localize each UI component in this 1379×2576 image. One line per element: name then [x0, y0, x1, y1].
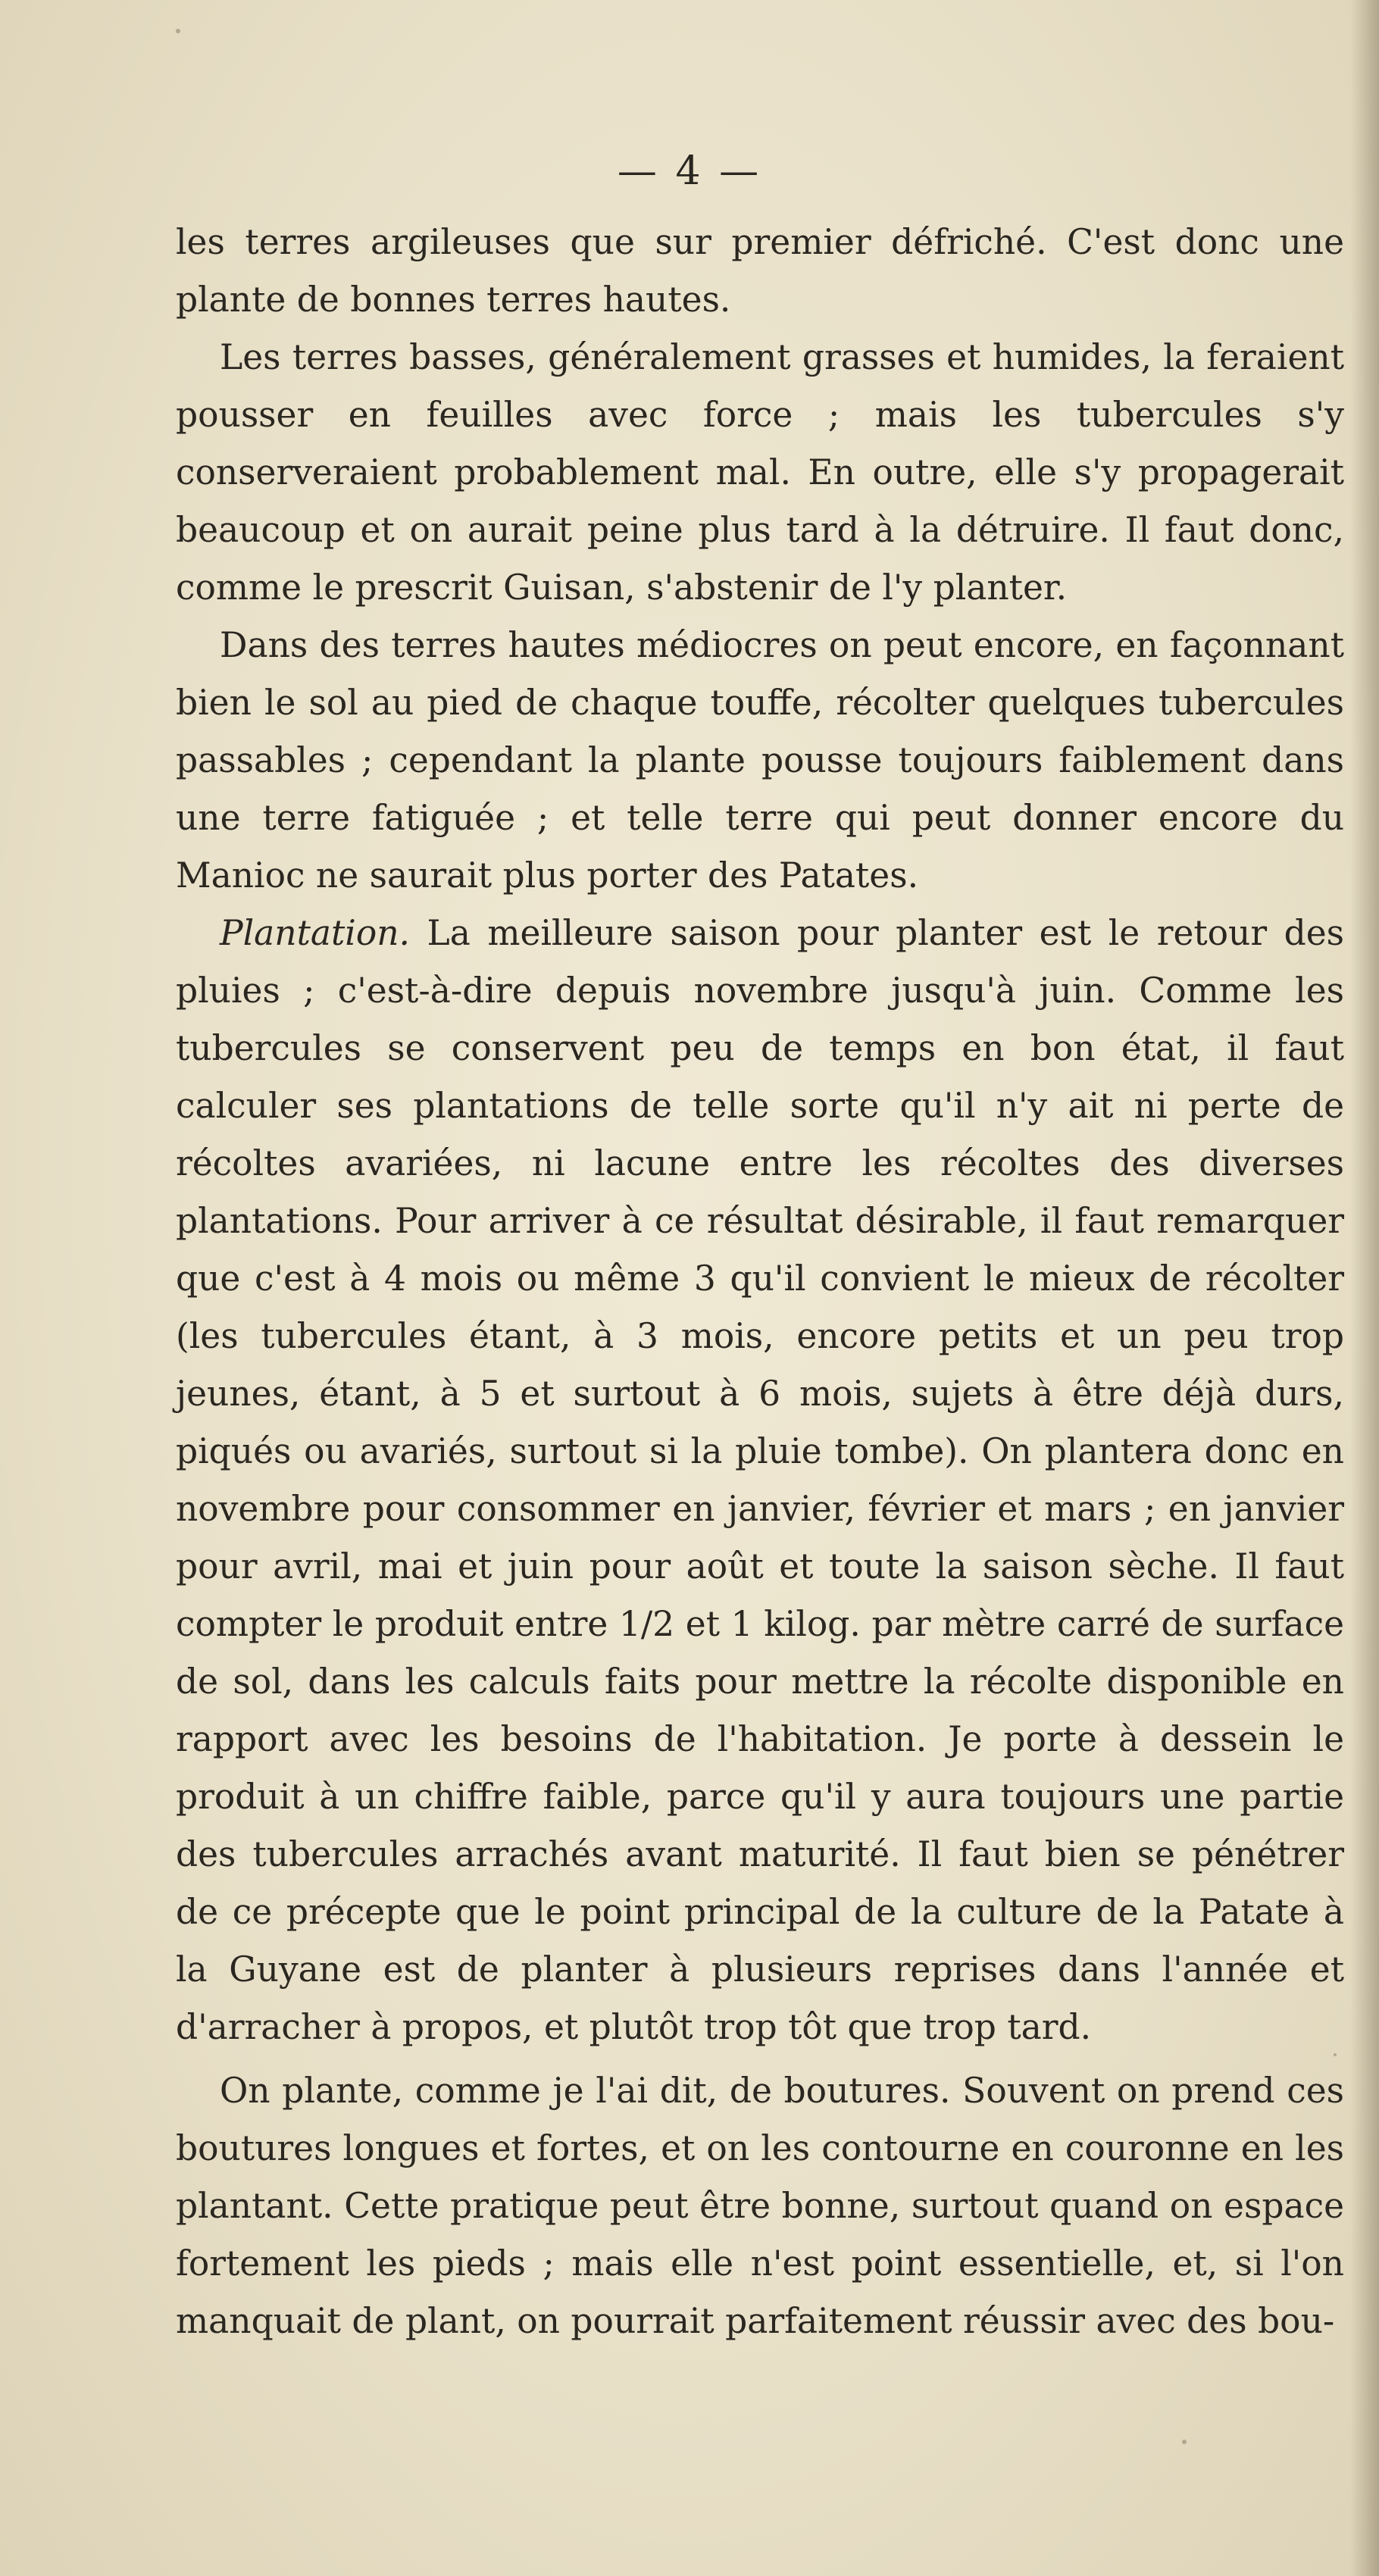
paper-speck: [1334, 2053, 1337, 2056]
paper-speck: [1182, 2440, 1187, 2444]
paragraph-terres-hautes: Dans des terres hautes médiocres on peut encore, en façonnant bien le sol au pied de chaque touffe, récolter quelques tubercules passables ; cependant la plante pousse toujours faiblement dans une terre fatiguée ; et telle terre qui peut donner encore du Manioc ne saurait plus porter des Patates.: [176, 625, 1344, 896]
paragraph-plantation: [176, 905, 1344, 2056]
paragraph-terres-basses: Les terres basses, généralement grasses et humides, la feraient pousser en feuilles avec force ; mais les tubercules s'y conserveraient probablement mal. En outre, elle s'y propagerait beaucoup et on aurait peine plus tard à la détruire. Il faut donc, comme le prescrit Guisan, s'abstenir de l'y planter.: [176, 337, 1344, 608]
page-number: — 4 —: [617, 148, 762, 194]
section-runin-heading: Plantation.: [220, 913, 411, 953]
body-text: [176, 214, 1344, 2350]
paragraph-boutures: On plante, comme je l'ai dit, de boutures. Souvent on prend ces boutures longues et fortes, et on les contourne en couronne en les plantant. Cette pratique peut être bonne, surtout quand on espace fortement les pieds ; mais elle n'est point essentielle, et, si l'on manquait de plant, on pourrait parfaitement réussir avec des bou-: [176, 2071, 1344, 2341]
paragraph-continuation: les terres argileuses que sur premier défriché. C'est donc une plante de bonnes terres hautes.: [176, 222, 1344, 320]
page-edge-shadow: [1350, 0, 1379, 2576]
paper-speck: [176, 29, 180, 33]
paragraph-plantation-text: La meilleure saison pour planter est le retour des pluies ; c'est-à-dire depuis novembre jusqu'à juin. Comme les tubercules se conservent peu de temps en bon état, il faut calculer ses plantations de telle sorte qu'il n'y ait ni perte de récoltes avariées, ni lacune entre les récoltes des diverses plantations. Pour arriver à ce résultat désirable, il faut remarquer que c'est à 4 mois ou même 3 qu'il convient le mieux de récolter (les tubercules étant, à 3 mois, encore petits et un peu trop jeunes, étant, à 5 et surtout à 6 mois, sujets à être déjà durs, piqués ou avariés, surtout si la pluie tombe). On plantera donc en novembre pour consommer en janvier, février et mars ; en janvier pour avril, mai et juin pour août et toute la saison sèche. Il faut compter le produit entre 1/2 et 1 kilog. par mètre carré de surface de sol, dans les calculs faits pour mettre la récolte disponible en rapport avec les besoins de l'habitation. Je porte à dessein le produit à un chiffre faible, parce qu'il y aura toujours une partie des tubercules arrachés avant maturité. Il faut bien se pénétrer de ce précepte que le point principal de la culture de la Patate à la Guyane est de planter à plusieurs reprises dans l'année et d'arracher à propos, et plutôt trop tôt que trop tard.: [176, 913, 1344, 2047]
